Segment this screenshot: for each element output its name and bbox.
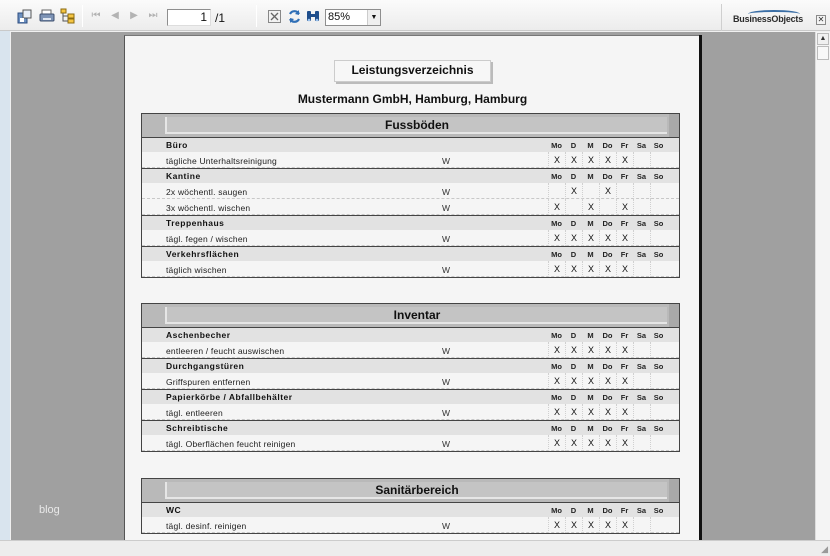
table-row (142, 261, 679, 277)
day-cell: X (548, 261, 565, 277)
day-cell (650, 152, 667, 168)
day-cell: X (548, 373, 565, 389)
day-cell: X (599, 342, 616, 358)
day-cell: X (548, 199, 565, 215)
section-header (142, 304, 679, 328)
day-header: Sa (636, 250, 647, 259)
group-tree-icon (60, 8, 76, 24)
day-header: Do (602, 393, 613, 402)
day-cell: X (548, 517, 565, 533)
day-header: Fr (620, 141, 629, 150)
day-header: D (570, 393, 577, 402)
day-cell: X (582, 152, 599, 168)
export-button[interactable] (16, 8, 34, 24)
group-title: Papierkörbe / Abfallbehälter (166, 392, 293, 402)
report-title: Leistungsverzeichnis (334, 60, 491, 82)
day-header: Mo (551, 172, 562, 181)
day-header: Fr (620, 424, 629, 433)
day-header: Fr (620, 506, 629, 515)
resize-grip-icon[interactable]: ◢ (821, 544, 828, 554)
group-header (142, 247, 679, 261)
group-title: Schreibtische (166, 423, 229, 433)
window-left-edge (0, 0, 10, 556)
day-cell: X (582, 373, 599, 389)
day-header: M (587, 172, 594, 181)
section-header-edge (669, 479, 679, 502)
group (142, 215, 679, 246)
task-label: Griffspuren entfernen (166, 377, 251, 387)
day-header: So (653, 250, 664, 259)
frequency: W (442, 439, 451, 449)
day-cell (616, 183, 633, 199)
frequency: W (442, 346, 451, 356)
section-header (142, 114, 679, 138)
section-header-edge (669, 304, 679, 327)
group-title: Treppenhaus (166, 218, 225, 228)
close-button[interactable]: ✕ (817, 15, 825, 24)
day-header: Do (602, 331, 613, 340)
day-cell: X (548, 435, 565, 451)
table-row (142, 517, 679, 533)
frequency: W (442, 203, 451, 213)
vertical-scrollbar[interactable] (815, 32, 830, 540)
day-cell (650, 261, 667, 277)
day-cell: X (582, 199, 599, 215)
section-header-edge (669, 114, 679, 137)
chevron-down-icon[interactable]: ▼ (367, 10, 380, 25)
group (142, 328, 679, 358)
day-cell: X (599, 373, 616, 389)
print-icon (39, 9, 55, 23)
day-cell: X (548, 152, 565, 168)
day-header: Mo (551, 393, 562, 402)
search-button[interactable] (304, 8, 322, 24)
first-page-button[interactable]: ⏮ (91, 10, 101, 21)
table-row (142, 199, 679, 215)
table-row (142, 342, 679, 358)
page-total: /1 (215, 11, 226, 25)
day-cell: X (565, 435, 582, 451)
day-header: Mo (551, 141, 562, 150)
task-label: tägl. desinf. reinigen (166, 521, 247, 531)
export-icon (17, 9, 33, 24)
day-header: M (587, 219, 594, 228)
toolbar (0, 0, 830, 31)
group (142, 503, 679, 533)
day-header: M (587, 141, 594, 150)
day-cell: X (565, 404, 582, 420)
day-cell (650, 342, 667, 358)
frequency: W (442, 377, 451, 387)
day-cell: X (599, 230, 616, 246)
table-row (142, 373, 679, 389)
day-cell (650, 183, 667, 199)
day-cell: X (582, 517, 599, 533)
day-header: Sa (636, 393, 647, 402)
day-header: So (653, 506, 664, 515)
section-title: Inventar (165, 307, 667, 324)
day-header: D (570, 219, 577, 228)
day-header: Mo (551, 331, 562, 340)
group (142, 420, 679, 451)
table-row (142, 183, 679, 199)
day-header: M (587, 250, 594, 259)
day-header: Do (602, 250, 613, 259)
day-cell: X (548, 404, 565, 420)
task-label: tägliche Unterhaltsreinigung (166, 156, 277, 166)
day-cell: X (599, 435, 616, 451)
group-tree-button[interactable] (59, 8, 77, 24)
day-header: Do (602, 172, 613, 181)
day-header: So (653, 331, 664, 340)
task-label: 3x wöchentl. wischen (166, 203, 251, 213)
day-cell (633, 183, 650, 199)
zoom-value: 85% (328, 11, 351, 23)
day-cell (650, 230, 667, 246)
table-row (142, 435, 679, 451)
day-cell: X (582, 404, 599, 420)
scrollbar-thumb[interactable] (817, 46, 829, 60)
day-cell: X (616, 342, 633, 358)
report-viewer (11, 32, 815, 540)
frequency: W (442, 187, 451, 197)
print-button[interactable] (38, 8, 56, 24)
day-header: D (570, 172, 577, 181)
frequency: W (442, 265, 451, 275)
group-header (142, 138, 679, 152)
day-cell: X (582, 342, 599, 358)
day-header: M (587, 362, 594, 371)
day-header: D (570, 331, 577, 340)
day-header: Sa (636, 172, 647, 181)
day-header: So (653, 362, 664, 371)
day-cell (599, 199, 616, 215)
day-cell: X (616, 435, 633, 451)
group-header (142, 421, 679, 435)
day-cell: X (565, 152, 582, 168)
binoculars-icon (306, 9, 320, 23)
day-header: Sa (636, 141, 647, 150)
task-label: 2x wöchentl. saugen (166, 187, 248, 197)
day-cell: X (616, 373, 633, 389)
day-cell (650, 435, 667, 451)
scroll-up-button[interactable]: ▲ (817, 33, 829, 45)
day-cell: X (599, 404, 616, 420)
day-cell (633, 404, 650, 420)
day-cell: X (565, 517, 582, 533)
group-header (142, 359, 679, 373)
day-cell: X (565, 183, 582, 199)
group-header (142, 169, 679, 183)
day-cell (650, 404, 667, 420)
group (142, 389, 679, 420)
day-cell: X (548, 342, 565, 358)
day-cell: X (565, 373, 582, 389)
day-cell (633, 435, 650, 451)
day-cell: X (599, 152, 616, 168)
day-cell (650, 373, 667, 389)
day-cell: X (616, 199, 633, 215)
toolbar-separator (256, 5, 257, 27)
day-cell (565, 199, 582, 215)
table-row (142, 152, 679, 168)
day-header: Sa (636, 506, 647, 515)
day-cell (633, 517, 650, 533)
day-header: Mo (551, 362, 562, 371)
day-header: Sa (636, 219, 647, 228)
day-cell: X (582, 435, 599, 451)
group (142, 138, 679, 168)
day-header: M (587, 506, 594, 515)
day-cell: X (565, 342, 582, 358)
day-cell: X (599, 183, 616, 199)
day-header: Do (602, 362, 613, 371)
day-header: Fr (620, 331, 629, 340)
task-label: tägl. fegen / wischen (166, 234, 248, 244)
day-header: So (653, 393, 664, 402)
task-label: tägl. Oberflächen feucht reinigen (166, 439, 296, 449)
group-title: Kantine (166, 171, 201, 181)
day-header: M (587, 393, 594, 402)
section-title: Sanitärbereich (165, 482, 667, 499)
day-cell (633, 261, 650, 277)
table-row (142, 404, 679, 420)
toolbar-separator (82, 5, 83, 27)
day-header: Sa (636, 331, 647, 340)
company-name: Mustermann GmbH, Hamburg, Hamburg (297, 92, 528, 106)
day-header: D (570, 141, 577, 150)
day-header: Mo (551, 219, 562, 228)
day-header: D (570, 362, 577, 371)
day-header: So (653, 172, 664, 181)
day-header: Fr (620, 362, 629, 371)
previous-page-button[interactable]: ◀ (111, 10, 119, 21)
day-header: Fr (620, 219, 629, 228)
page-number-input[interactable]: 1 (167, 9, 211, 26)
frequency: W (442, 156, 451, 166)
group-header (142, 390, 679, 404)
section-0 (141, 113, 680, 278)
day-cell (633, 199, 650, 215)
blog-watermark: blog (39, 504, 60, 516)
day-header: Do (602, 141, 613, 150)
group-title: Verkehrsflächen (166, 249, 240, 259)
group-title: Durchgangstüren (166, 361, 245, 371)
day-cell: X (616, 261, 633, 277)
day-cell (650, 199, 667, 215)
refresh-button[interactable] (285, 8, 303, 24)
day-cell: X (616, 404, 633, 420)
group-title: WC (166, 505, 182, 515)
last-page-button[interactable]: ⏭ (148, 10, 158, 21)
day-cell (633, 230, 650, 246)
group-title: Büro (166, 140, 188, 150)
group-title: Aschenbecher (166, 330, 231, 340)
day-header: Mo (551, 424, 562, 433)
task-label: entleeren / feucht auswischen (166, 346, 285, 356)
task-label: tägl. entleeren (166, 408, 223, 418)
day-cell (633, 152, 650, 168)
day-cell (650, 517, 667, 533)
zoom-select[interactable] (325, 9, 381, 26)
frequency: W (442, 521, 451, 531)
day-header: M (587, 331, 594, 340)
group (142, 168, 679, 215)
day-header: D (570, 250, 577, 259)
day-header: Fr (620, 393, 629, 402)
day-cell: X (599, 261, 616, 277)
group-header (142, 503, 679, 517)
refresh-icon (287, 9, 302, 24)
report-page (124, 35, 699, 540)
day-header: Sa (636, 362, 647, 371)
day-header: D (570, 424, 577, 433)
section-2 (141, 478, 680, 534)
day-cell: X (616, 517, 633, 533)
frequency: W (442, 234, 451, 244)
day-cell: X (582, 261, 599, 277)
section-title: Fussböden (165, 117, 667, 134)
section-header (142, 479, 679, 503)
next-page-button[interactable]: ▶ (130, 10, 138, 21)
day-cell: X (616, 230, 633, 246)
frequency: W (442, 408, 451, 418)
day-header: Do (602, 424, 613, 433)
day-header: Fr (620, 172, 629, 181)
brand-logo: BusinessObjects (733, 14, 804, 24)
group (142, 246, 679, 277)
day-cell: X (599, 517, 616, 533)
toolbar-separator (721, 4, 722, 31)
day-cell (633, 373, 650, 389)
group (142, 358, 679, 389)
group-header (142, 216, 679, 230)
day-header: Do (602, 506, 613, 515)
day-cell: X (616, 152, 633, 168)
day-header: Mo (551, 506, 562, 515)
day-header: Do (602, 219, 613, 228)
day-header: Sa (636, 424, 647, 433)
day-header: So (653, 141, 664, 150)
day-header: M (587, 424, 594, 433)
day-header: Mo (551, 250, 562, 259)
section-1 (141, 303, 680, 452)
day-cell: X (582, 230, 599, 246)
task-label: täglich wischen (166, 265, 227, 275)
group-header (142, 328, 679, 342)
stop-icon (268, 10, 281, 23)
day-header: So (653, 219, 664, 228)
day-header: So (653, 424, 664, 433)
day-cell (633, 342, 650, 358)
day-header: D (570, 506, 577, 515)
day-cell (548, 183, 565, 199)
stop-button[interactable] (265, 8, 283, 24)
day-cell: X (548, 230, 565, 246)
day-cell (582, 183, 599, 199)
day-cell: X (565, 261, 582, 277)
status-bar (0, 540, 830, 556)
day-header: Fr (620, 250, 629, 259)
table-row (142, 230, 679, 246)
day-cell: X (565, 230, 582, 246)
